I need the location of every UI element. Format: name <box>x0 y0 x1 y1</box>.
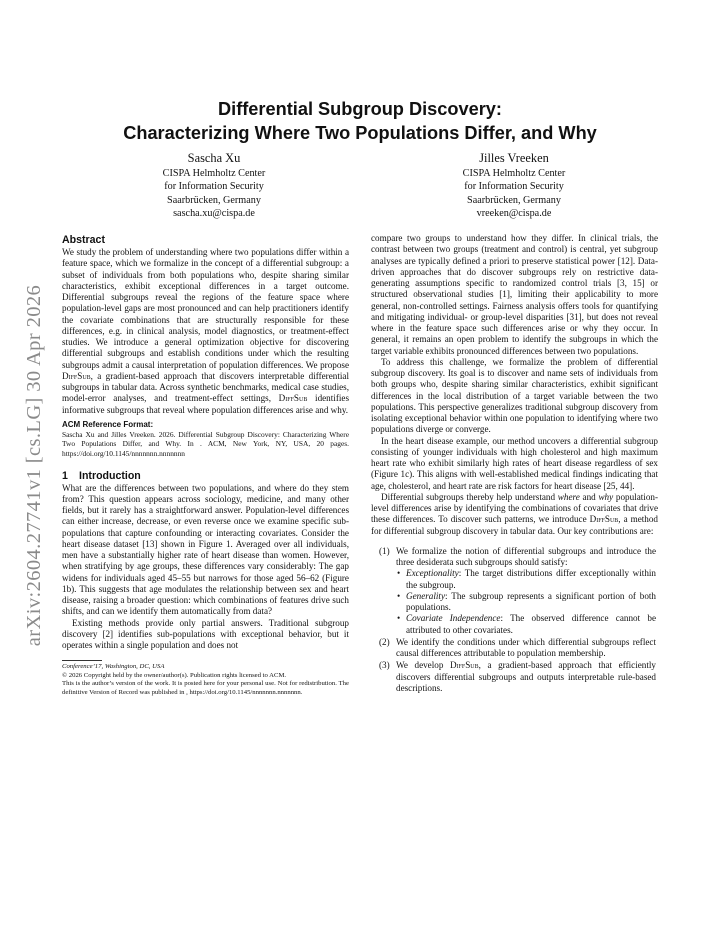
author-location: Saarbrücken, Germany <box>467 194 561 206</box>
method-name: DiffSub <box>278 393 308 404</box>
intro-paragraph-4: To address this challenge, we formalize the problem of differential subgroup discovery. Its goal is to discover and name sets of individuals from both groups who, despite sharing similar characteristics, exhibit significant differences in the local distribution of a target variable between the two populations. This perspective generalizes traditional subgroup discovery from isolating exceptional behavior within one population to identifying where two populations diverge or converge. <box>371 356 658 435</box>
arxiv-id-text: arXiv:2604.27741v1 [cs.LG] 30 Apr 2026 <box>23 284 46 646</box>
list-item: • Generality: The subgroup represents a significant portion of both populations. <box>397 590 656 612</box>
author-affiliation: for Information Security <box>464 181 564 193</box>
author-email: vreeken@cispa.de <box>476 208 552 220</box>
title-line-1: Differential Subgroup Discovery: <box>218 99 502 119</box>
abstract-body: We study the problem of understanding where two populations differ within a feature space, which we formalize in the concept of a differential subgroup: a subset of individuals from both populations who, despite sharing similar characteristics, exhibit exceptional differences in a target outcome. Differential subgroups reveal the regions of the feature space where population-level gaps are most pronounced and can help practitioners identify the covariate combinations that are structurally responsible for these differences, e.g. in clinical analysis, model diagnostics, or treatment-effect studies. We introduce a general optimization objective for discovering differential subgroups and establish conditions under which the resulting subgroups admit a causal interpretation of population differences. We propose DiffSub, a gradient-based approach that discovers interpretable differential subgroups in tabular data. Across synthetic benchmarks, medical case studies, model-error analyses, and treatment-effect settings, DiffSub identifies informative subgroups that reveal where population differences arise and why. <box>62 247 349 415</box>
section-heading-introduction: 1 Introduction <box>62 469 141 482</box>
author-block-2 <box>404 151 624 221</box>
left-column <box>62 233 349 697</box>
footer-version: This is the author’s version of the work. It is posted here for your personal use. Not for redistribution. The definitive Version of Record was published in , https://doi.org/10.1145/nnnnnnn.nnnnnnn. <box>62 680 349 696</box>
method-name: DiffSub <box>62 370 91 381</box>
method-name: DiffSub <box>449 660 479 671</box>
list-item: • Exceptionality: The target distributions differ exceptionally within the subgroup. <box>397 568 656 590</box>
author-location: Saarbrücken, Germany <box>167 194 261 206</box>
list-item: (1) We formalize the notion of differential subgroups and introduce the three desiderata such subgroups should satisfy: • Exceptionality: The target distributions differ exceptionally within the subgroup. • Generality: The subgroup represents a significant portion of both populations. • Covariate Independence: The observed difference cannot be attributed to other covariates. <box>379 545 656 635</box>
method-name: DiffSub <box>589 514 619 525</box>
intro-paragraph-5: In the heart disease example, our method uncovers a differential subgroup consisting of younger individuals with high cholesterol and high maximum heart rate who exhibit similarly high rates of heart disease regardless of sex (Figure 1c). This aligns with well-established medical findings indicating that age, cholesterol, and heart rate are risk factors for heart disease [25, 44]. <box>371 435 658 491</box>
acm-reference-text: Sascha Xu and Jilles Vreeken. 2026. Differential Subgroup Discovery: Characterizing Where Two Populations Differ, and Why. In . ACM, New York, NY, USA, 20 pages. https://doi.org/10.1145/nnnnnnn.nnnnnnn <box>62 429 349 458</box>
author-block-1 <box>104 151 324 221</box>
contributions-list <box>371 546 658 694</box>
intro-paragraph-2: Existing methods provide only partial answers. Traditional subgroup discovery [2] identifies sub-populations with exceptional behavior, but it operates within a single population and does not <box>62 617 349 651</box>
footer-venue: Conference’17, Washington, DC, USA <box>62 663 165 671</box>
right-column <box>371 233 658 695</box>
author-affiliation: CISPA Helmholtz Center <box>162 168 266 179</box>
arxiv-identifier <box>20 260 50 670</box>
list-item: • Covariate Independence: The observed difference cannot be attributed to other covariates. <box>397 613 656 635</box>
title-line-2: Characterizing Where Two Populations Differ, and Why <box>123 123 597 143</box>
author-affiliation: for Information Security <box>164 181 264 193</box>
author-name: Sascha Xu <box>187 151 241 165</box>
list-item: (2) We identify the conditions under which differential subgroups reflect causal differences attributable to population membership. <box>379 636 656 658</box>
intro-paragraph-1: What are the differences between two populations, and where do they stem from? This question appears across sociology, medicine, and many other fields, but it rarely has a straightforward answer. Population-level differences can either increase, decrease, or even reverse once we examine specific sub-populations that capture confounding or interacting covariates. Consider the heart disease dataset [13] shown in Figure 1. Averaged over all individuals, men have a substantially higher rate of heart disease than women. However, when stratifying by age groups, these differences vary considerably: The gap widens for individuals aged 45–55 but narrows for those aged 56–62 (Figure 1b). This suggests that age modulates the relationship between sex and heart disease, raising a broader question: which combinations of features drive such shifts, and can we identify them automatically from data? <box>62 482 349 617</box>
author-name: Jilles Vreeken <box>479 151 549 165</box>
list-item: (3) We develop DiffSub, a gradient-based approach that efficiently discovers differential subgroups and outputs interpretable rule-based descriptions. <box>379 660 656 693</box>
intro-paragraph-3: compare two groups to understand how they differ. In clinical trials, the contrast between two groups (treatment and control) is central, yet subgroup analyses are typically defined a priori to preserve statistical power [12]. Data-driven approaches that do discover subgroups rely on restrictive data-generating assumptions specific to randomized control trials [3, 15] or structured observational studies [1], limiting their applicability to more general, non-controlled settings. Fairness analysis offers tools for quantifying and mitigating individual- or group-level disparities [31], but does not reveal where in the feature space such differences arise or why they occur. In general, it remains an open problem to identify the subgroups in which the target variable exhibits pronounced differences between two populations. <box>371 233 658 356</box>
footnote-rule <box>62 660 102 661</box>
abstract-heading: Abstract <box>62 234 105 246</box>
paper-title <box>60 97 660 145</box>
author-affiliation: CISPA Helmholtz Center <box>462 168 566 179</box>
copyright-footer <box>62 663 349 697</box>
footer-copyright: © 2026 Copyright held by the owner/author(s). Publication rights licensed to ACM. <box>62 671 287 679</box>
author-email: sascha.xu@cispa.de <box>173 208 255 220</box>
intro-paragraph-6: Differential subgroups thereby help understand where and why population-level differences arise by identifying the combinations of covariates that drive these differences. To discover such patterns, we introduce DiffSub, a method for differential subgroup discovery in tabular data. Our key contributions are: <box>371 491 658 536</box>
acm-reference-heading: ACM Reference Format: <box>62 419 154 429</box>
